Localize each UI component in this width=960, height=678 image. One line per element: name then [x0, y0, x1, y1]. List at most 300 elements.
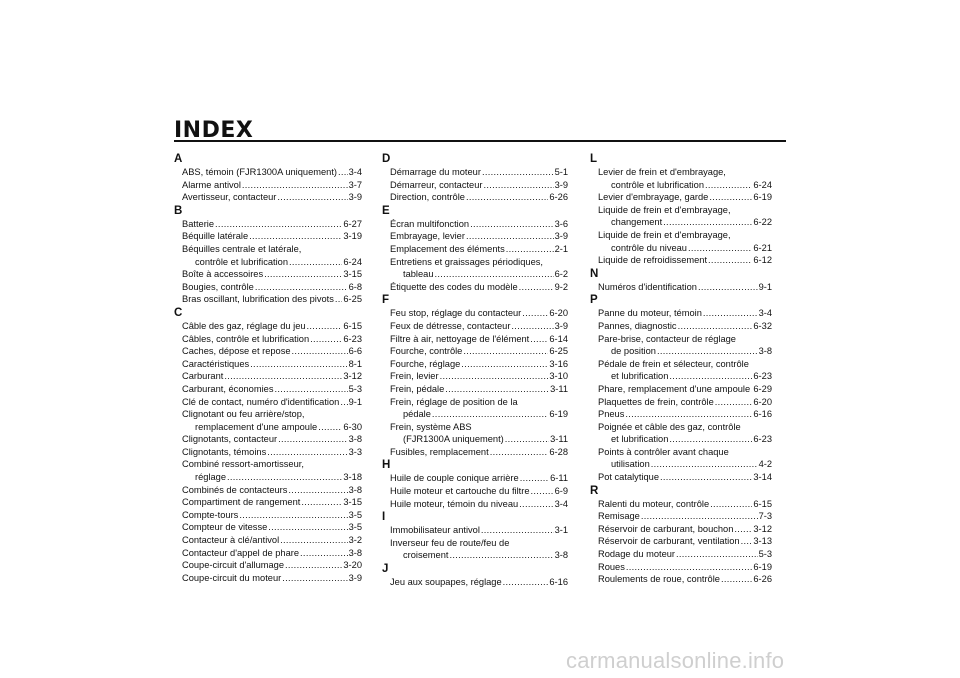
- index-page-number: 3-14: [753, 472, 772, 483]
- index-entry-line: [598, 535, 772, 548]
- index-page-number: 6-12: [753, 255, 772, 266]
- index-entry-text: contrôle et lubrification: [611, 179, 705, 190]
- index-entry: [598, 535, 772, 548]
- index-entry-line: [390, 333, 568, 346]
- index-entry-text: Démarreur, contacteur: [390, 179, 483, 190]
- index-entry: [182, 218, 362, 231]
- dot-leader: [227, 471, 342, 484]
- dot-leader: [292, 345, 348, 358]
- index-page-number: 5-1: [554, 167, 568, 177]
- dot-leader: [285, 559, 342, 572]
- index-entry-line: [390, 576, 568, 589]
- index-entry-line: [390, 230, 568, 243]
- index-entry-text: Feu stop, réglage du contacteur: [390, 308, 522, 319]
- index-entry: [182, 458, 362, 483]
- dot-leader: [466, 230, 554, 243]
- index-entry-line: [598, 396, 772, 409]
- index-entry: [390, 396, 568, 421]
- index-entry-text: Emplacement des éléments: [390, 243, 505, 254]
- index-entry-line: [598, 561, 772, 574]
- index-page-number: 3-8: [554, 550, 568, 561]
- dot-leader: [484, 179, 554, 192]
- index-letter-i: I: [382, 511, 386, 524]
- dot-leader: [751, 383, 752, 396]
- index-entry-text: Frein, réglage de position de la: [390, 396, 518, 407]
- index-page-number: 3-15: [343, 497, 362, 508]
- index-entry-text: Poignée et câble des gaz, contrôle: [598, 421, 741, 432]
- index-entry-text: et lubrification: [611, 371, 669, 382]
- index-entry-text: Fusibles, remplacement: [390, 446, 489, 457]
- index-entry: [598, 191, 772, 204]
- index-entry: [390, 191, 568, 204]
- index-entry-line: [598, 408, 772, 421]
- index-entry: [598, 471, 772, 484]
- index-entry-line: [182, 243, 362, 256]
- index-letter-c: C: [174, 306, 183, 319]
- index-entry-line: [182, 421, 362, 434]
- dot-leader: [335, 293, 342, 306]
- index-entry: [390, 472, 568, 485]
- index-entry-text: Carburant: [182, 371, 224, 382]
- index-page-number: 3-4: [758, 308, 772, 319]
- dot-leader: [318, 421, 342, 434]
- index-entry-line: [182, 433, 362, 446]
- dot-leader: [520, 472, 549, 485]
- index-entry-text: Phare, remplacement d'une ampoule: [598, 383, 751, 394]
- index-entry-text: Jeu aux soupapes, réglage: [390, 577, 502, 588]
- index-entry: [598, 320, 772, 333]
- dot-leader: [734, 523, 752, 536]
- index-entry: [598, 408, 772, 421]
- index-page-number: 5-3: [348, 383, 362, 394]
- index-page-number: 3-9: [554, 179, 568, 190]
- index-entry-line: [182, 559, 362, 572]
- index-page-number: 6-23: [343, 333, 362, 344]
- index-entry: [182, 534, 362, 547]
- index-entry-text: Béquille latérale: [182, 231, 249, 242]
- dot-leader: [663, 216, 752, 229]
- dot-leader: [466, 191, 548, 204]
- index-entry-line: [598, 179, 772, 192]
- index-entry-line: [182, 230, 362, 243]
- dot-leader: [338, 166, 348, 179]
- dot-leader: [250, 358, 347, 371]
- index-page-number: 6-8: [348, 281, 362, 292]
- index-entry-text: Inverseur feu de route/feu de: [390, 537, 510, 548]
- index-page-number: 5-3: [758, 549, 772, 560]
- index-page-number: 2-1: [554, 243, 568, 254]
- index-entry-line: [390, 268, 568, 281]
- index-page-number: 3-11: [550, 434, 568, 445]
- index-entry-text: Liquide de frein et d'embrayage,: [598, 204, 731, 215]
- dot-leader: [505, 433, 549, 446]
- index-entry: [598, 281, 772, 294]
- index-entry-line: [182, 345, 362, 358]
- index-entry-text: croisement: [403, 550, 449, 561]
- index-page-number: 6-20: [753, 396, 772, 407]
- index-entry-line: [390, 396, 568, 409]
- index-page-number: 6-19: [753, 192, 772, 203]
- watermark: carmanualsonline.info: [566, 648, 785, 673]
- index-entry-line: [598, 191, 772, 204]
- dot-leader: [310, 333, 342, 346]
- index-entry: [182, 496, 362, 509]
- index-entry: [182, 446, 362, 459]
- dot-leader: [530, 333, 548, 346]
- index-entry-text: Combinés de contacteurs: [182, 484, 288, 495]
- index-page-number: 3-12: [343, 371, 362, 382]
- index-entry: [390, 498, 568, 511]
- dot-leader: [625, 408, 752, 421]
- index-entry-line: [390, 191, 568, 204]
- index-entry-text: Pannes, diagnostic: [598, 320, 677, 331]
- dot-leader: [482, 166, 554, 179]
- index-entry-text: Ralenti du moteur, contrôle: [598, 498, 710, 509]
- index-entry: [182, 521, 362, 534]
- index-page-number: 3-10: [549, 371, 568, 382]
- index-page-number: 3-5: [348, 509, 362, 520]
- index-entry-text: Levier de frein et d'embrayage,: [598, 167, 726, 177]
- dot-leader: [289, 256, 342, 269]
- index-entry-text: et lubrification: [611, 434, 669, 445]
- index-entry-line: [598, 458, 772, 471]
- index-entry-text: (FJR1300A uniquement): [403, 434, 504, 445]
- index-entry: [598, 510, 772, 523]
- index-entry-text: Béquilles centrale et latérale,: [182, 243, 302, 254]
- index-entry: [182, 333, 362, 346]
- index-entry: [598, 421, 772, 446]
- index-entry: [182, 383, 362, 396]
- index-entry-text: contrôle du niveau: [611, 242, 687, 253]
- dot-leader: [522, 307, 548, 320]
- index-page-number: 3-11: [550, 383, 568, 394]
- index-entry-text: Pneus: [598, 409, 625, 420]
- index-entry-line: [390, 408, 568, 421]
- index-entry-text: Coupe-circuit du moteur: [182, 572, 282, 583]
- index-page-number: 6-24: [343, 256, 362, 267]
- index-entry-text: Démarrage du moteur: [390, 167, 481, 177]
- dot-leader: [657, 345, 758, 358]
- index-page-number: 3-9: [348, 572, 362, 583]
- index-entry-line: [182, 268, 362, 281]
- index-entry-text: utilisation: [611, 459, 650, 470]
- index-entry-line: [182, 471, 362, 484]
- dot-leader: [669, 370, 752, 383]
- index-letter-n: N: [590, 267, 599, 280]
- index-entry-text: Câble des gaz, réglage du jeu: [182, 320, 306, 331]
- index-entry-line: [598, 548, 772, 561]
- index-entry-line: [390, 549, 568, 562]
- index-entry-line: [390, 179, 568, 192]
- index-page-number: 6-25: [343, 294, 362, 305]
- index-entry-text: Carburant, économies: [182, 383, 274, 394]
- index-entry: [598, 358, 772, 383]
- index-letter-h: H: [382, 459, 391, 472]
- index-entry: [390, 307, 568, 320]
- index-entry-line: [182, 484, 362, 497]
- index-entry-text: Compteur de vitesse: [182, 522, 268, 533]
- index-entry: [598, 523, 772, 536]
- dot-leader: [249, 230, 342, 243]
- index-page-number: 3-1: [554, 525, 568, 536]
- index-entry: [598, 204, 772, 229]
- index-entry: [390, 166, 568, 179]
- index-entry-text: Entretiens et graissages périodiques,: [390, 256, 543, 267]
- index-entry-text: Huile de couple conique arrière: [390, 473, 519, 484]
- dot-leader: [267, 446, 347, 459]
- index-entry: [598, 333, 772, 358]
- index-page-number: 3-9: [554, 320, 568, 331]
- index-page-number: 6-6: [348, 346, 362, 357]
- index-entry-line: [182, 333, 362, 346]
- dot-leader: [698, 281, 758, 294]
- index-entry-text: Pédale de frein et sélecteur, contrôle: [598, 358, 749, 369]
- index-letter-f: F: [382, 294, 390, 307]
- index-entry-text: Alarme antivol: [182, 179, 241, 190]
- index-entry-line: [390, 485, 568, 498]
- page-title: INDEX: [174, 118, 254, 143]
- dot-leader: [678, 320, 753, 333]
- dot-leader: [307, 320, 343, 333]
- index-entry: [182, 396, 362, 409]
- index-page-number: 6-23: [753, 371, 772, 382]
- index-page-number: 9-1: [758, 281, 772, 292]
- index-entry-line: [598, 421, 772, 434]
- index-entry: [598, 446, 772, 471]
- index-page-number: 6-32: [753, 320, 772, 331]
- index-entry: [390, 576, 568, 589]
- dot-leader: [461, 358, 548, 371]
- index-page-number: 6-27: [343, 218, 362, 229]
- index-entry-line: [182, 281, 362, 294]
- index-entry-text: Fourche, contrôle: [390, 346, 463, 357]
- dot-leader: [288, 484, 347, 497]
- index-entry: [182, 433, 362, 446]
- index-entry-text: Bougies, contrôle: [182, 281, 254, 292]
- index-entry: [598, 254, 772, 267]
- index-page-number: 3-8: [348, 484, 362, 495]
- index-entry-text: Frein, pédale: [390, 383, 445, 394]
- index-entry-text: Avertisseur, contacteur: [182, 192, 277, 203]
- index-letter-r: R: [590, 484, 599, 497]
- index-entry-text: Liquide de refroidissement: [598, 255, 708, 266]
- index-entry: [390, 383, 568, 396]
- dot-leader: [710, 498, 752, 511]
- dot-leader: [282, 572, 347, 585]
- index-entry-line: [390, 256, 568, 269]
- index-entry: [390, 485, 568, 498]
- index-entry-line: [182, 293, 362, 306]
- index-entry-line: [598, 523, 772, 536]
- dot-leader: [741, 535, 753, 548]
- index-entry: [598, 229, 772, 254]
- index-entry-line: [598, 242, 772, 255]
- index-entry-text: pédale: [403, 409, 431, 420]
- dot-leader: [449, 549, 553, 562]
- index-page-number: 3-19: [343, 231, 362, 242]
- index-page-number: 6-30: [343, 421, 362, 432]
- index-entry-text: Points à contrôler avant chaque: [598, 446, 729, 457]
- index-entry-line: [182, 496, 362, 509]
- dot-leader: [490, 446, 549, 459]
- index-entry-line: [182, 256, 362, 269]
- index-entry: [182, 166, 362, 179]
- index-entry-line: [390, 370, 568, 383]
- index-entry: [182, 547, 362, 560]
- index-entry-line: [598, 446, 772, 459]
- index-entry: [390, 281, 568, 294]
- index-entry-text: Roulements de roue, contrôle: [598, 574, 720, 585]
- dot-leader: [503, 576, 549, 589]
- index-entry-line: [390, 498, 568, 511]
- index-entry-text: Huile moteur, témoin du niveau: [390, 498, 519, 509]
- index-entry-line: [182, 179, 362, 192]
- index-entry-text: Caches, dépose et repose: [182, 346, 291, 357]
- index-entry-text: Pot catalytique: [598, 472, 659, 483]
- index-page-number: 6-23: [753, 434, 772, 445]
- index-page-number: 8-1: [348, 358, 362, 369]
- index-page-number: 9-1: [348, 396, 362, 407]
- index-entry-text: Étiquette des codes du modèle: [390, 281, 518, 292]
- dot-leader: [721, 573, 752, 586]
- index-page-number: 3-16: [549, 358, 568, 369]
- dot-leader: [705, 179, 752, 192]
- index-entry-text: Compartiment de rangement: [182, 497, 301, 508]
- index-page-number: 3-9: [348, 192, 362, 203]
- index-letter-e: E: [382, 204, 390, 217]
- index-entry-line: [182, 408, 362, 421]
- index-entry: [182, 370, 362, 383]
- index-entry-text: changement: [611, 217, 663, 228]
- index-page-number: 6-2: [554, 269, 568, 280]
- index-entry: [598, 561, 772, 574]
- index-entry: [182, 230, 362, 243]
- dot-leader: [506, 243, 554, 256]
- index-column-3: [590, 152, 772, 586]
- index-entry: [182, 320, 362, 333]
- index-entry-line: [598, 254, 772, 267]
- dot-leader: [470, 218, 554, 231]
- index-entry: [598, 383, 772, 396]
- index-letter-a: A: [174, 153, 183, 165]
- index-page-number: 6-22: [753, 217, 772, 228]
- index-entry-line: [390, 433, 568, 446]
- index-page-number: 3-5: [348, 522, 362, 533]
- index-entry-line: [182, 547, 362, 560]
- index-entry: [182, 572, 362, 585]
- index-entry-line: [182, 396, 362, 409]
- index-page-number: 9-2: [554, 281, 568, 292]
- index-letter-j: J: [382, 563, 389, 576]
- index-entry: [182, 559, 362, 572]
- index-entry: [182, 268, 362, 281]
- index-letter-p: P: [590, 294, 598, 307]
- dot-leader: [242, 179, 348, 192]
- index-page-number: 6-19: [753, 561, 772, 572]
- dot-leader: [278, 433, 347, 446]
- index-entry: [598, 573, 772, 586]
- index-letter-l: L: [590, 153, 598, 165]
- index-entry-text: tableau: [403, 269, 434, 280]
- index-entry-text: Contacteur à clé/antivol: [182, 535, 280, 546]
- index-page-number: 3-20: [343, 560, 362, 571]
- index-entry-text: Compte-tours: [182, 509, 239, 520]
- index-page-number: 3-7: [348, 179, 362, 190]
- index-entry-line: [598, 498, 772, 511]
- index-entry-text: Direction, contrôle: [390, 192, 465, 203]
- dot-leader: [215, 218, 342, 231]
- index-page-number: 6-24: [753, 179, 772, 190]
- index-entry-line: [182, 320, 362, 333]
- index-entry-text: Caractéristiques: [182, 358, 250, 369]
- index-entry: [390, 333, 568, 346]
- index-entry-line: [182, 370, 362, 383]
- index-entry-line: [598, 216, 772, 229]
- dot-leader: [715, 396, 753, 409]
- dot-leader: [280, 534, 347, 547]
- index-entry-line: [182, 521, 362, 534]
- index-entry: [390, 218, 568, 231]
- index-page-number: 6-19: [549, 409, 568, 420]
- index-entry-line: [598, 229, 772, 242]
- index-entry-line: [598, 358, 772, 371]
- index-entry-line: [182, 572, 362, 585]
- index-entry: [182, 484, 362, 497]
- index-letter-d: D: [382, 153, 391, 165]
- index-page-number: 3-8: [348, 434, 362, 445]
- index-entry-line: [598, 345, 772, 358]
- index-entry-line: [598, 320, 772, 333]
- index-entry: [390, 358, 568, 371]
- index-entry-text: Filtre à air, nettoyage de l'élément: [390, 333, 530, 344]
- index-entry: [598, 548, 772, 561]
- index-entry-line: [598, 307, 772, 320]
- dot-leader: [277, 191, 347, 204]
- index-page-number: 3-3: [348, 446, 362, 457]
- index-entry-text: contrôle et lubrification: [195, 256, 289, 267]
- dot-leader: [660, 471, 752, 484]
- dot-leader: [440, 370, 549, 383]
- index-page-number: 3-15: [343, 269, 362, 280]
- index-entry-line: [182, 509, 362, 522]
- index-page-number: 3-12: [753, 523, 772, 534]
- index-entry: [390, 446, 568, 459]
- index-entry-line: [390, 421, 568, 434]
- dot-leader: [239, 509, 347, 522]
- index-entry-text: Roues: [598, 561, 625, 572]
- index-entry: [390, 179, 568, 192]
- index-entry-text: Câbles, contrôle et lubrification: [182, 333, 310, 344]
- index-column-1: [174, 152, 362, 584]
- dot-leader: [641, 510, 758, 523]
- index-entry-text: Immobilisateur antivol: [390, 525, 480, 536]
- index-entry: [182, 281, 362, 294]
- index-entry-text: Levier d'embrayage, garde: [598, 192, 709, 203]
- index-page-number: 6-15: [343, 320, 362, 331]
- index-entry-text: Contacteur d'appel de phare: [182, 547, 300, 558]
- index-entry-line: [598, 204, 772, 217]
- index-entry-line: [598, 166, 772, 179]
- title-rule: [174, 140, 786, 142]
- dot-leader: [531, 485, 554, 498]
- index-entry-line: [182, 166, 362, 179]
- index-entry-line: [182, 191, 362, 204]
- dot-leader: [432, 408, 548, 421]
- index-entry-text: Clé de contact, numéro d'identification: [182, 396, 340, 407]
- dot-leader: [340, 396, 347, 409]
- dot-leader: [255, 281, 348, 294]
- index-entry-text: Plaquettes de frein, contrôle: [598, 396, 714, 407]
